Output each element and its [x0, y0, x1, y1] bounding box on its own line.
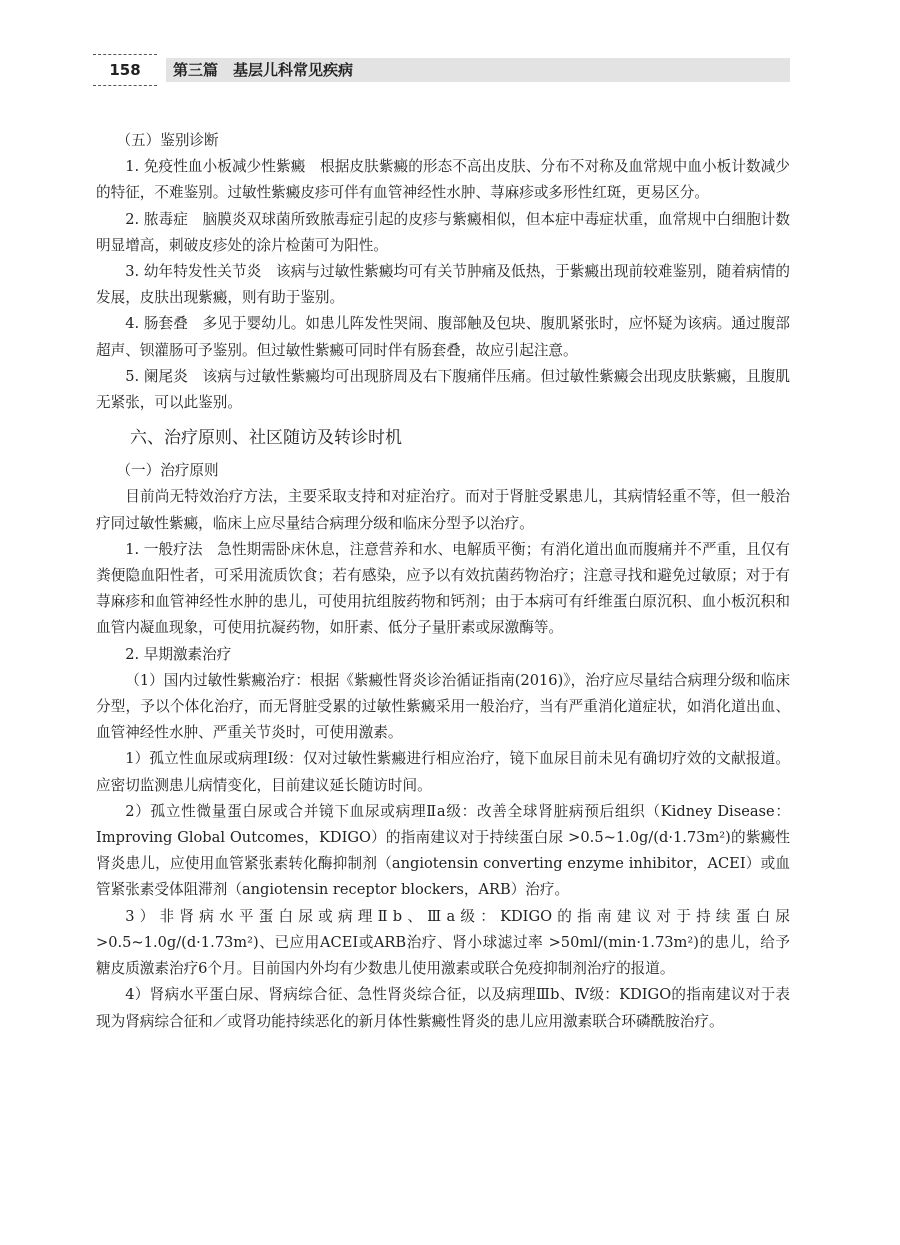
treatment-point: 1）孤立性血尿或病理Ⅰ级：仅对过敏性紫癜进行相应治疗，镜下血尿目前未见有确切疗效的文献报道。应密切监测患儿病情变化，目前建议延长随访时间。: [96, 750, 790, 794]
domestic-treatment-paragraph: （1）国内过敏性紫癜治疗：根据《紫癜性肾炎诊治循证指南(2016)》，治疗应尽量结合病理分级和临床分型，予以个体化治疗，而无肾脏受累的过敏性紫癜采用一般治疗，当有严重消化道症状，如消化道出血、血管神经性水肿、严重关节炎时，可使用激素。: [96, 671, 790, 742]
page-header: [93, 58, 790, 82]
section-heading-treatment: 六、治疗原则、社区随访及转诊时机: [130, 428, 402, 449]
header-separator: [157, 58, 166, 82]
header-dashed-rule-bottom: [93, 85, 157, 86]
header-dashed-rule-top: [93, 54, 157, 55]
section-heading-differential: （五）鉴别诊断: [116, 132, 219, 149]
differential-item: 3. 幼年特发性关节炎 该病与过敏性紫癜均可有关节肿痛及低热，于紫癜出现前较难鉴别，随着病情的发展，皮肤出现紫癜，则有助于鉴别。: [96, 263, 790, 307]
treatment-point: 4）肾病水平蛋白尿、肾病综合征、急性肾炎综合征，以及病理Ⅲb、Ⅳ级：KDIGO的指南建议对于表现为肾病综合征和／或肾功能持续恶化的新月体性紫癜性肾炎的患儿应用激素联合环磷酰胺治疗。: [96, 986, 790, 1030]
treatment-point: 2）孤立性微量蛋白尿或合并镜下血尿或病理Ⅱa级：改善全球肾脏病预后组织（Kidney Disease：Improving Global Outcomes，KDIGO）的指南建议对于持续蛋白尿 >0.5~1.0g/(d·1.73m²)的紫癜性肾炎患儿，应使用血管紧张素转化酶抑制剂（angiotensin converting enzyme inhibitor，ACEI）或血管紧张素受体阻滞剂（angiotensin receptor blockers，ARB）治疗。: [96, 802, 790, 899]
differential-item: 4. 肠套叠 多见于婴幼儿。如患儿阵发性哭闹、腹部触及包块、腹肌紧张时，应怀疑为该病。通过腹部超声、钡灌肠可予鉴别。但过敏性紫癜可同时伴有肠套叠，故应引起注意。: [96, 315, 790, 359]
subheading-treatment-principles: （一）治疗原则: [116, 462, 219, 480]
treatment-intro: 目前尚无特效治疗方法，主要采取支持和对症治疗。而对于肾脏受累患儿，其病情轻重不等，但一般治疗同过敏性紫癜，临床上应尽量结合病理分级和临床分型予以治疗。: [96, 488, 790, 532]
running-title: 第三篇 基层儿科常见疾病: [173, 61, 354, 79]
differential-item: 1. 免疫性血小板减少性紫癜 根据皮肤紫癜的形态不高出皮肤、分布不对称及血常规中血小板计数减少的特征，不难鉴别。过敏性紫癜皮疹可伴有血管神经性水肿、荨麻疹或多形性红斑，更易区分。: [96, 158, 790, 202]
page-number: 158: [93, 58, 157, 82]
general-therapy-paragraph: 1. 一般疗法 急性期需卧床休息，注意营养和水、电解质平衡；有消化道出血而腹痛并不严重，且仅有粪便隐血阳性者，可采用流质饮食；若有感染，应予以有效抗菌药物治疗；注意寻找和避免过敏原；对于有荨麻疹和血管神经性水肿的患儿，可使用抗组胺药物和钙剂；由于本病可有纤维蛋白原沉积、血小板沉积和血管内凝血现象，可使用抗凝药物，如肝素、低分子量肝素或尿激酶等。: [96, 540, 790, 637]
differential-item: 5. 阑尾炎 该病与过敏性紫癜均可出现脐周及右下腹痛伴压痛。但过敏性紫癜会出现皮肤紫癜，且腹肌无紧张，可以此鉴别。: [96, 367, 790, 412]
page-body: [96, 128, 790, 1035]
treatment-point: 3）非肾病水平蛋白尿或病理Ⅱb、Ⅲa级：KDIGO的指南建议对于持续蛋白尿 >0.5~1.0g/(d·1.73m²)、已应用ACEI或ARB治疗、肾小球滤过率 >50ml/(min·1.73m²)的患儿，给予糖皮质激素治疗6个月。目前国内外均有少数患儿使用激素或联合免疫抑制剂治疗的报道。: [96, 907, 790, 978]
early-steroid-heading: 2. 早期激素治疗: [125, 645, 232, 663]
differential-item: 2. 脓毒症 脑膜炎双球菌所致脓毒症引起的皮疹与紫癜相似，但本症中毒症状重，血常规中白细胞计数明显增高，刺破皮疹处的涂片检菌可为阳性。: [96, 210, 790, 254]
